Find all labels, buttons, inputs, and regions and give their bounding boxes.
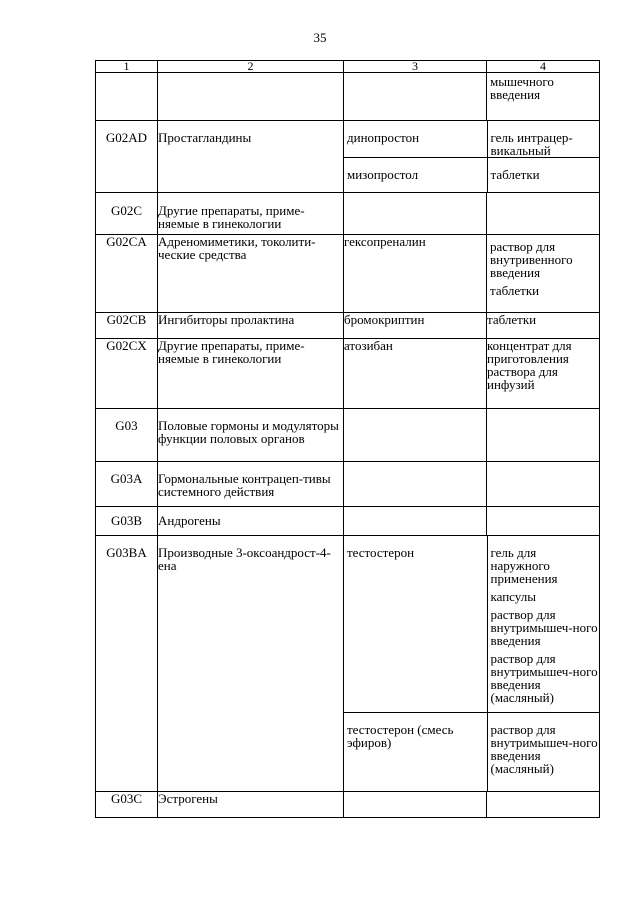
- group-name: Другие препараты, приме-няемые в гинекологии: [158, 192, 344, 234]
- table-row: [96, 408, 600, 461]
- group-name: Другие препараты, приме-няемые в гинекологии: [158, 338, 344, 408]
- group-name: Адреномиметики, токолити-ческие средства: [158, 234, 344, 312]
- table-row: [96, 461, 600, 506]
- form-cell: [487, 234, 600, 312]
- atc-code: G03A: [96, 461, 158, 506]
- substance-cell: [344, 192, 487, 234]
- atc-code: G02AD: [96, 121, 158, 193]
- dosage-form: раствор для внутривенного введения: [490, 238, 573, 280]
- dosage-form: гель интрацер-викальный: [487, 121, 600, 158]
- dosage-form: капсулы: [490, 588, 536, 604]
- page-number: 35: [313, 30, 327, 45]
- table-row: [96, 234, 600, 312]
- substance-name: бромокриптин: [344, 312, 487, 338]
- substance-cell: [344, 791, 487, 817]
- table-row: [96, 192, 600, 234]
- substance-name: динопростон: [344, 121, 487, 158]
- group-name: Простагландины: [158, 121, 344, 193]
- atc-code: G02CB: [96, 312, 158, 338]
- form-cell: [487, 73, 600, 121]
- group-name: Андрогены: [158, 506, 344, 535]
- atc-code: G03C: [96, 791, 158, 817]
- dosage-form: раствор для внутримышеч-ного введения (масляный): [490, 650, 598, 705]
- table-row: [96, 506, 600, 535]
- dosage-form: раствор для внутримышеч-ного введения (масляный): [490, 722, 598, 776]
- table-row: [96, 312, 600, 338]
- dosage-form: таблетки: [490, 282, 540, 298]
- table-row: [96, 791, 600, 817]
- col-header-2: 2: [158, 61, 344, 73]
- dosage-form: гель для наружного применения: [490, 544, 558, 586]
- atc-code: G02C: [96, 192, 158, 234]
- substance-cell: [344, 73, 487, 121]
- substance-name: тестостерон (смесь эфиров): [344, 713, 487, 791]
- table-row: [96, 338, 600, 408]
- table-row: [96, 121, 600, 193]
- atc-code: G02CA: [96, 234, 158, 312]
- col-header-1: 1: [96, 61, 158, 73]
- table-row-continuation: [96, 73, 600, 121]
- substance-name: атозибан: [344, 338, 487, 408]
- form-cell: [487, 408, 600, 461]
- form-cell: [487, 791, 600, 817]
- substance-name: тестостерон: [344, 536, 487, 713]
- dosage-form: мышечного введения: [490, 74, 554, 102]
- substance-name: гексопреналин: [344, 234, 487, 312]
- form-cell: [487, 461, 600, 506]
- substance-name: мизопростол: [344, 158, 487, 192]
- dosage-form: таблетки: [487, 312, 600, 338]
- atc-code: G03: [96, 408, 158, 461]
- group-name: Половые гормоны и модуляторы функции половых органов: [158, 408, 344, 461]
- substance-cell: [344, 506, 487, 535]
- group-name: Эстрогены: [158, 791, 344, 817]
- col-header-4: 4: [487, 61, 600, 73]
- atc-code: G03BA: [96, 535, 158, 791]
- dosage-form: таблетки: [490, 167, 540, 182]
- substance-cell: [344, 461, 487, 506]
- atc-code: G02CX: [96, 338, 158, 408]
- header-row: [96, 61, 600, 73]
- drug-table: [95, 60, 600, 818]
- form-cell: [487, 192, 600, 234]
- group-name: Ингибиторы пролактина: [158, 312, 344, 338]
- group-name: Производные 3-оксоандрост-4-ена: [158, 535, 344, 791]
- name-cell: [158, 73, 344, 121]
- form-cell: [487, 506, 600, 535]
- dosage-form: раствор для внутримышеч-ного введения: [490, 606, 598, 648]
- substance-cell: [344, 408, 487, 461]
- code-cell: [96, 73, 158, 121]
- dosage-form: концентрат для приготовления раствора для инфузий: [487, 338, 600, 408]
- atc-code: G03B: [96, 506, 158, 535]
- col-header-3: 3: [344, 61, 487, 73]
- table-row: [96, 535, 600, 791]
- group-name: Гормональные контрацеп-тивы системного действия: [158, 461, 344, 506]
